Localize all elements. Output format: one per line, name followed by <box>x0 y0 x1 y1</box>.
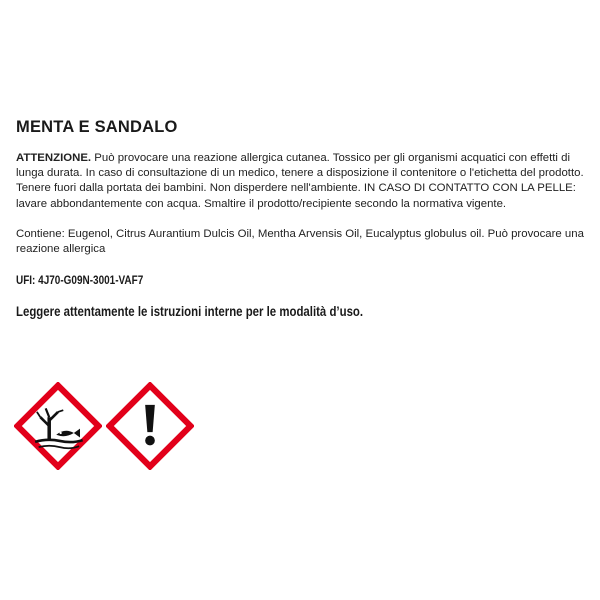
dead-tree-fish-icon <box>14 382 102 470</box>
environment-hazard-pictogram <box>14 382 102 470</box>
exclamation-hazard-pictogram <box>106 382 194 470</box>
ingredients-statement: Contiene: Eugenol, Citrus Aurantium Dulcis Oil, Mentha Arvensis Oil, Eucalyptus globulus oil. Può provocare una reazione allergica <box>16 227 584 256</box>
hazard-statement <box>16 151 588 212</box>
ufi-code: UFI: 4J70-G09N-3001-VAF7 <box>16 274 144 288</box>
exclamation-mark-icon <box>106 382 194 470</box>
signal-word: ATTENZIONE. <box>16 152 92 164</box>
hazard-statement-body: Può provocare una reazione allergica cutanea. Tossico per gli organismi acquatici con effetti di lunga durata. In caso di consultazione di un medico, tenere a disposizione il contenitore o l'etichetta del prodotto. Tenere fuori dalla portata dei bambini. Non disperdere nell'ambiente. IN CASO DI CONTATTO CON LA PELLE: lavare abbondantemente con acqua. Smaltire il prodotto/recipiente secondo la normativa vigente. <box>16 152 584 210</box>
product-title: MENTA E SANDALO <box>16 118 178 136</box>
usage-instructions: Leggere attentamente le istruzioni interne per le modalità d’uso. <box>16 304 364 320</box>
product-label <box>16 118 588 319</box>
ghs-pictograms <box>14 382 194 470</box>
